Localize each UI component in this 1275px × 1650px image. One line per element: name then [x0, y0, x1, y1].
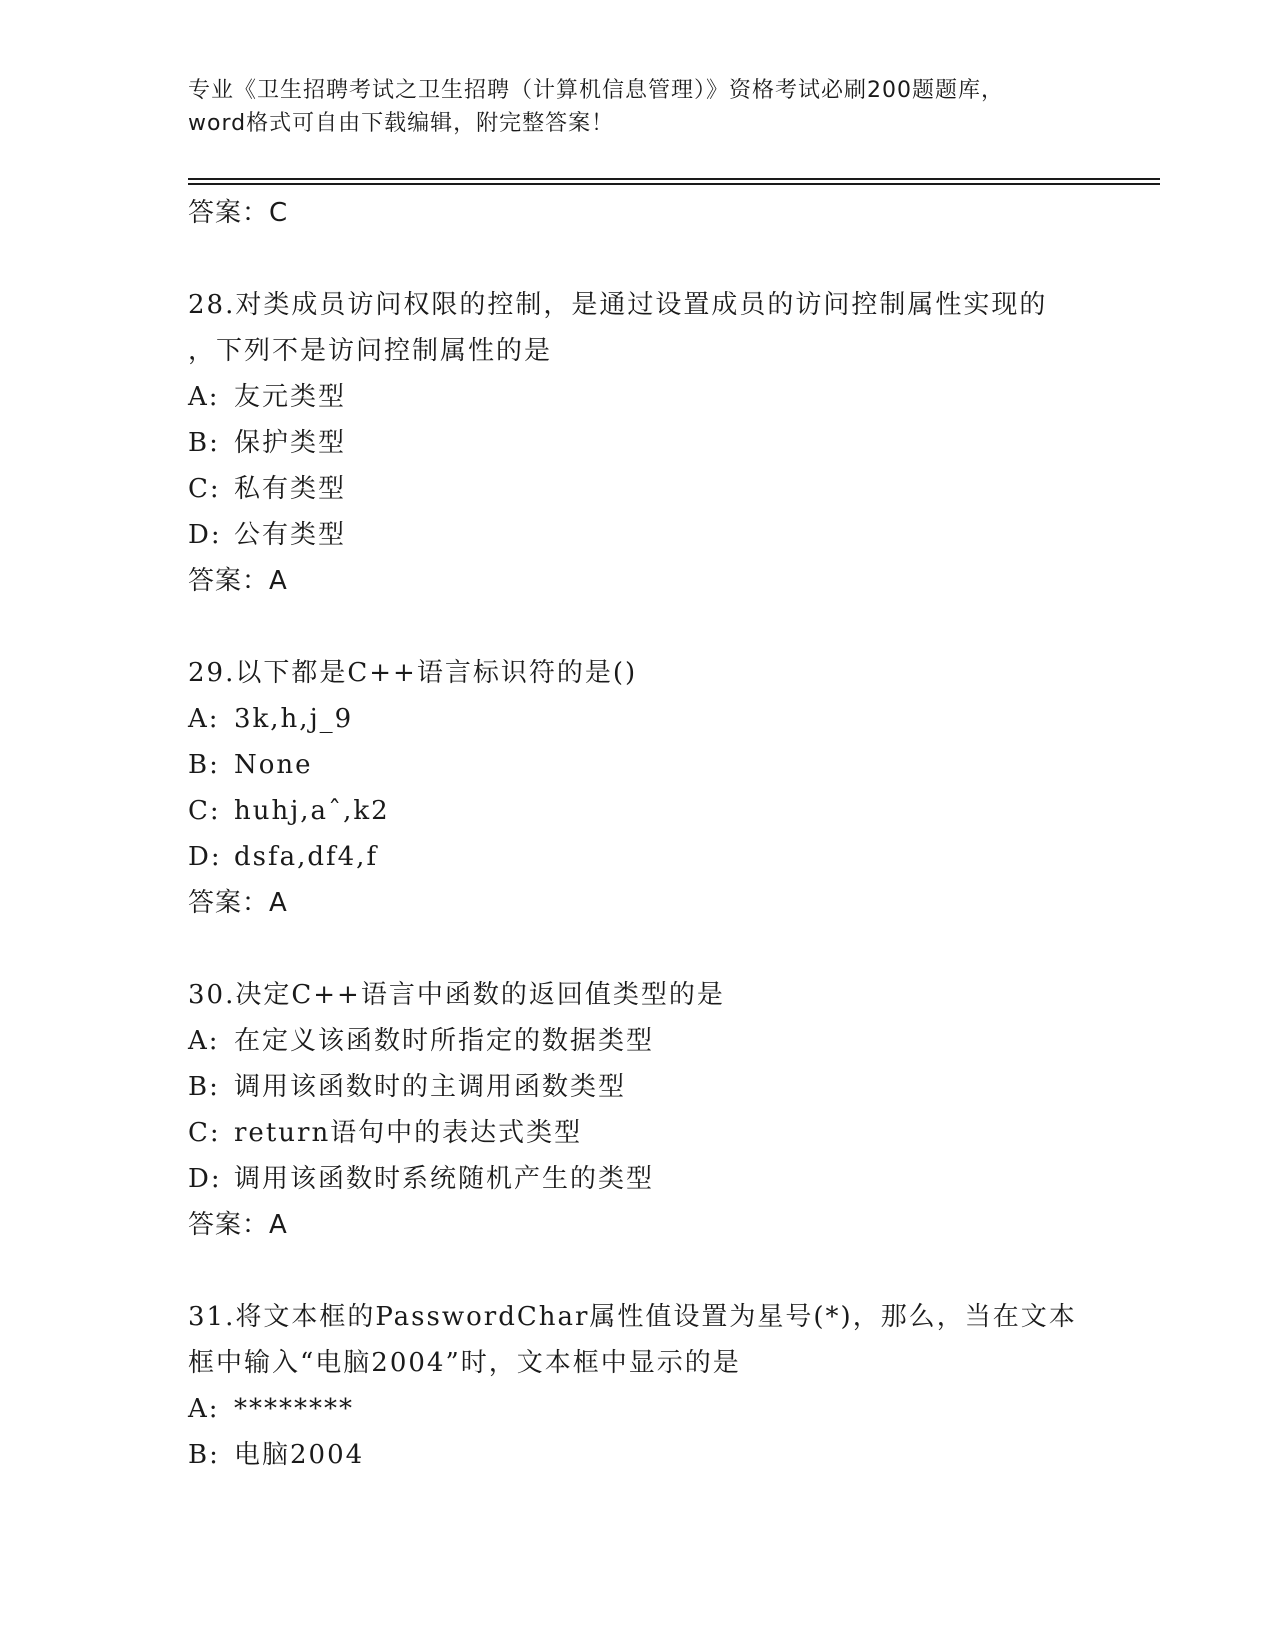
option-label: B:	[188, 428, 220, 458]
previous-answer: 答案：C	[188, 198, 289, 228]
option-label: D:	[188, 842, 222, 872]
question-31	[188, 1294, 1128, 1478]
option-label: D:	[188, 520, 222, 550]
option-text: 私有类型	[234, 474, 347, 504]
option-text: ********	[234, 1394, 354, 1424]
question-stem: 30.决定C++语言中函数的返回值类型的是	[188, 980, 725, 1010]
question-29	[188, 650, 1128, 926]
answer: 答案：A	[188, 888, 288, 918]
option-label: B:	[188, 1072, 220, 1102]
option-b	[188, 742, 1128, 788]
option-text: 3k,h,j_9	[234, 704, 354, 734]
question-stem: 31.将文本框的PasswordChar属性值设置为星号(*)，那么，当在文本	[188, 1302, 1077, 1332]
spacer	[188, 926, 1128, 972]
option-a	[188, 374, 1128, 420]
option-label: C:	[188, 1118, 221, 1148]
option-label: C:	[188, 796, 221, 826]
option-text: 调用该函数时的主调用函数类型	[234, 1072, 627, 1102]
option-c	[188, 466, 1128, 512]
option-a	[188, 1386, 1128, 1432]
option-d	[188, 834, 1128, 880]
answer: 答案：A	[188, 1210, 288, 1240]
header-divider-top	[188, 178, 1160, 180]
header-divider-bottom	[188, 183, 1160, 185]
option-text: 友元类型	[234, 382, 347, 412]
question-28	[188, 282, 1128, 604]
option-text: 电脑2004	[234, 1440, 365, 1470]
option-label: A:	[188, 382, 220, 412]
option-label: B:	[188, 1440, 220, 1470]
option-text: None	[234, 750, 313, 780]
option-c	[188, 788, 1128, 834]
option-label: A:	[188, 704, 220, 734]
option-d	[188, 1156, 1128, 1202]
option-label: A:	[188, 1026, 220, 1056]
option-c	[188, 1110, 1128, 1156]
answer: 答案：A	[188, 566, 288, 596]
question-stem: 框中输入“电脑2004”时，文本框中显示的是	[188, 1348, 741, 1378]
option-text: 在定义该函数时所指定的数据类型	[234, 1026, 655, 1056]
option-text: dsfa,df4,f	[234, 842, 379, 872]
option-text: 公有类型	[234, 520, 347, 550]
option-text: 调用该函数时系统随机产生的类型	[234, 1164, 655, 1194]
option-text: return语句中的表达式类型	[234, 1118, 583, 1148]
option-label: C:	[188, 474, 221, 504]
option-b	[188, 420, 1128, 466]
header-title-line-1: 专业《卫生招聘考试之卫生招聘（计算机信息管理）》资格考试必刷200题题库，	[188, 78, 1004, 103]
option-b	[188, 1064, 1128, 1110]
option-text: 保护类型	[234, 428, 347, 458]
question-stem: ，下列不是访问控制属性的是	[188, 336, 553, 366]
spacer	[188, 236, 1128, 282]
option-a	[188, 696, 1128, 742]
document-header	[188, 74, 1088, 140]
spacer	[188, 1248, 1128, 1294]
option-label: B:	[188, 750, 220, 780]
option-a	[188, 1018, 1128, 1064]
option-label: A:	[188, 1394, 220, 1424]
option-text: huhj,aˆ,k2	[234, 796, 390, 826]
option-d	[188, 512, 1128, 558]
option-b	[188, 1432, 1128, 1478]
option-label: D:	[188, 1164, 222, 1194]
question-list	[188, 190, 1128, 1478]
spacer	[188, 604, 1128, 650]
question-stem: 28.对类成员访问权限的控制，是通过设置成员的访问控制属性实现的	[188, 290, 1048, 320]
header-title-line-2: word格式可自由下载编辑，附完整答案！	[188, 111, 615, 136]
question-stem: 29.以下都是C++语言标识符的是()	[188, 658, 638, 688]
question-30	[188, 972, 1128, 1248]
